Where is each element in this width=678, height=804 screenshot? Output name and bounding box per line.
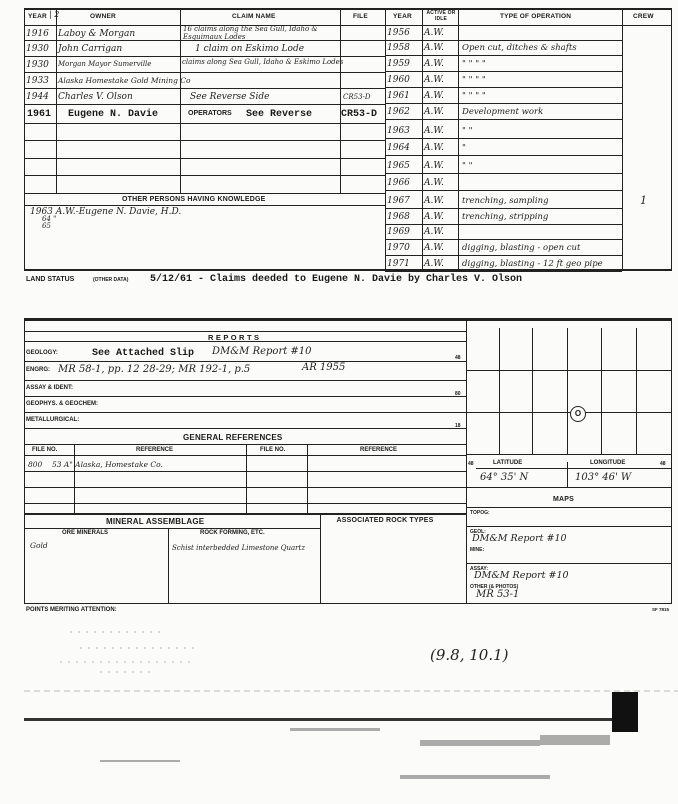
activity-status: A.W.: [424, 107, 444, 117]
header-crew: CREW: [633, 13, 654, 20]
other-persons-entry: 64 ": [42, 215, 57, 223]
activity-type: " " " ": [462, 91, 486, 101]
activity-status: A.W.: [424, 259, 444, 269]
activity-status: A.W.: [424, 196, 444, 206]
points-label: POINTS MERITING ATTENTION:: [26, 607, 117, 613]
activity-status: A.W.: [424, 75, 444, 85]
owner-row-year: 1930: [26, 44, 49, 54]
activity-year: 1959: [387, 59, 410, 69]
ref-header-file-no: FILE NO.: [32, 447, 58, 453]
lon-corner-number: 48: [660, 461, 666, 467]
activity-type: Open cut, ditches & shafts: [462, 43, 577, 53]
header-claim-name: CLAIM NAME: [232, 13, 276, 20]
operators-label: OPERATORS: [188, 110, 232, 117]
ref-header-reference-2: REFERENCE: [360, 447, 398, 453]
owner-row-year: 1944: [26, 92, 49, 102]
other-photos-label: OTHER (& PHOTOS): [470, 584, 519, 590]
owner-row-claim: See Reverse Side: [190, 92, 270, 102]
activity-year: 1956: [387, 28, 410, 38]
land-status-sublabel: (OTHER DATA): [93, 277, 129, 283]
geol-value: DM&M Report #10: [472, 533, 567, 544]
activity-type: " " " ": [462, 75, 486, 85]
topog-label: TOPOG:: [470, 510, 490, 516]
activity-type: " ": [462, 161, 473, 171]
general-references-title: GENERAL REFERENCES: [183, 433, 283, 442]
activity-year: 1961: [387, 91, 410, 101]
latitude-value: 64° 35' N: [480, 472, 529, 483]
activity-year: 1966: [387, 178, 410, 188]
ref-file-no: 800: [28, 460, 43, 469]
header-file: FILE: [353, 13, 368, 20]
activity-type: digging, blasting - 12 ft geo pipe: [462, 259, 603, 269]
owner-row-year: 1933: [26, 76, 49, 86]
activity-type: " " " ": [462, 59, 486, 69]
other-persons-entry: 65: [42, 222, 51, 230]
form-number: SF 7815: [652, 607, 670, 612]
header-type-of-operation: TYPE OF OPERATION: [500, 13, 572, 20]
owner-row-owner: Laboy & Morgan: [58, 29, 136, 39]
owner-row-owner: Alaska Homestake Gold Mining Co: [58, 76, 191, 85]
activity-year: 1958: [387, 43, 410, 53]
ore-minerals-header: ORE MINERALS: [62, 530, 109, 536]
owner-row-year: 1916: [26, 29, 49, 39]
coordinates-note: (9.8, 10.1): [430, 646, 509, 664]
activity-type: ": [462, 143, 466, 153]
assay-ident-label: ASSAY & IDENT:: [26, 385, 74, 391]
owner-row-owner: John Carrigan: [58, 44, 123, 54]
activity-status: A.W.: [424, 91, 444, 101]
activity-status: A.W.: [424, 227, 444, 237]
longitude-label: LONGITUDE: [590, 460, 626, 466]
geology-value: See Attached Slip: [92, 348, 195, 359]
header-year-marks: | 2: [49, 10, 60, 19]
activity-year: 1970: [387, 243, 410, 253]
ore-mineral-value: Gold: [30, 541, 48, 550]
header-owner: OWNER: [90, 13, 116, 20]
geology-label: GEOLOGY:: [26, 350, 58, 356]
metallurgical-label: METALLURGICAL:: [26, 417, 80, 423]
activity-type: trenching, stripping: [462, 212, 549, 222]
assay-map-label: ASSAY:: [470, 566, 489, 572]
activity-year: 1964: [387, 143, 410, 153]
mine-label: MINE:: [470, 547, 485, 553]
reports-title: R E P O R T S: [208, 333, 260, 342]
activity-status: A.W.: [424, 28, 444, 38]
activity-year: 1969: [387, 227, 410, 237]
owner-row-claim: 1 claim on Eskimo Lode: [195, 44, 305, 54]
activity-year: 1968: [387, 212, 410, 222]
activity-year: 1971: [387, 259, 410, 269]
owner-row-claim: claims along Sea Gull, Idaho & Eskimo Lodes: [182, 58, 344, 66]
owner-row-claim: 16 claims along the Sea Gull, Idaho & Esquimaux Lodes: [183, 25, 318, 41]
activity-type: " ": [462, 126, 473, 136]
rock-forming-header: ROCK FORMING, ETC.: [200, 530, 265, 536]
land-status-text: 5/12/61 - Claims deeded to Eugene N. Davie by Charles V. Olson: [150, 274, 523, 285]
rock-forming-value: Schist interbedded Limestone Quartz: [172, 544, 306, 552]
header-year-2: YEAR: [393, 13, 412, 20]
lat-corner-number: 48: [468, 461, 474, 467]
activity-status: A.W.: [424, 59, 444, 69]
crew-value: 1: [640, 194, 647, 207]
engrg-label: ENGRG:: [26, 367, 50, 373]
longitude-value: 103° 46' W: [575, 472, 632, 483]
activity-status: A.W.: [424, 178, 444, 188]
header-active-idle: ACTIVE OR IDLE: [426, 10, 456, 22]
owner-row-year: 1930: [26, 60, 49, 70]
side-number: 48: [455, 355, 461, 361]
activity-status: A.W.: [424, 161, 444, 171]
activity-status: A.W.: [424, 126, 444, 136]
engrg-value: MR 58-1, pp. 12 28-29; MR 192-1, p.5: [58, 364, 251, 375]
side-number: 18: [455, 423, 461, 429]
owner-row-file: CR53-D: [341, 109, 378, 120]
other-persons-entry: 1963 A.W.-Eugene N. Davie, H.D.: [30, 207, 182, 217]
activity-status: A.W.: [424, 143, 444, 153]
activity-type: Development work: [462, 107, 544, 117]
activity-year: 1963: [387, 126, 410, 136]
activity-year: 1962: [387, 107, 410, 117]
owner-row-owner: Eugene N. Davie: [68, 109, 159, 120]
geology-note: DM&M Report #10: [212, 346, 312, 357]
activity-status: A.W.: [424, 243, 444, 253]
activity-year: 1967: [387, 196, 410, 206]
activity-type: trenching, sampling: [462, 196, 549, 206]
mineral-assemblage-title: MINERAL ASSEMBLAGE: [106, 517, 205, 526]
owner-row-file: CR53-D: [343, 93, 371, 101]
maps-title: MAPS: [553, 496, 575, 503]
land-status-label: LAND STATUS: [26, 276, 75, 283]
owner-row-claim: See Reverse: [246, 109, 313, 120]
activity-status: A.W.: [424, 43, 444, 53]
ref-reference: 53 A" Alaska, Homestake Co.: [52, 460, 163, 469]
side-number: 80: [455, 391, 461, 397]
latitude-label: LATITUDE: [493, 460, 523, 466]
associated-rock-types-header: ASSOCIATED ROCK TYPES: [336, 517, 434, 524]
other-persons-title: OTHER PERSONS HAVING KNOWLEDGE: [122, 196, 266, 203]
ref-header-reference: REFERENCE: [136, 447, 174, 453]
activity-year: 1965: [387, 161, 410, 171]
engrg-note: AR 1955: [302, 362, 346, 373]
owner-row-year: 1961: [27, 109, 52, 120]
header-year: YEAR: [28, 13, 47, 20]
geophys-label: GEOPHYS. & GEOCHEM:: [26, 401, 99, 407]
claim-location-marker: O: [570, 406, 586, 422]
owner-row-owner: Morgan Mayor Sumerville: [58, 60, 152, 68]
activity-status: A.W.: [424, 212, 444, 222]
other-photos-value: MR 53-1: [476, 589, 520, 600]
ref-header-file-no-2: FILE NO.: [260, 447, 286, 453]
assay-map-value: DM&M Report #10: [474, 570, 569, 581]
activity-type: digging, blasting - open cut: [462, 243, 581, 253]
activity-year: 1960: [387, 75, 410, 85]
owner-row-owner: Charles V. Olson: [58, 92, 133, 102]
geol-label: GEOL:: [470, 529, 486, 535]
